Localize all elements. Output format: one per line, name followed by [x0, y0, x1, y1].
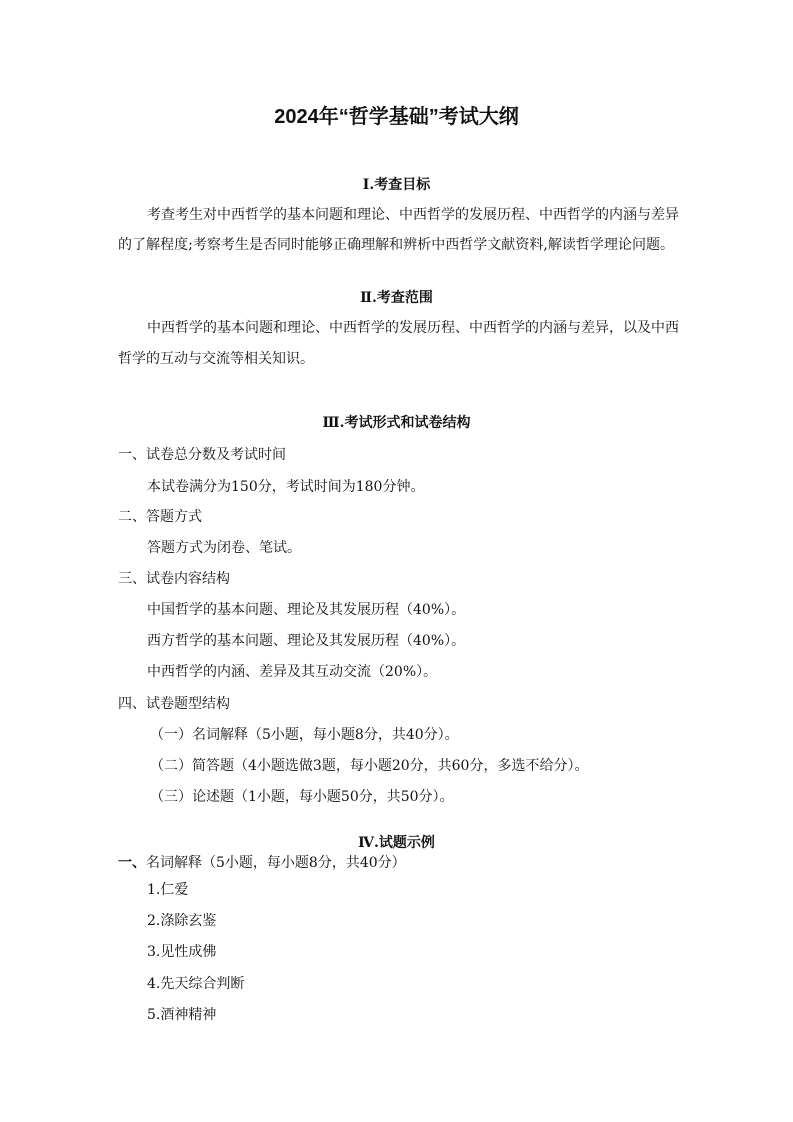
paragraph-line: 的了解程度;考察考生是否同时能够正确理解和辨析中西哲学文献资料,解读哲学理论问题。: [118, 237, 674, 253]
term-item: 1.仁爱: [147, 882, 189, 898]
section-heading-examples: Ⅳ.试题示例: [358, 835, 435, 851]
list-item: 中国哲学的基本问题、理论及其发展历程（40%）。: [147, 602, 466, 618]
list-item: 答题方式为闭卷、笔试。: [147, 540, 301, 556]
subheading-text: 名词解释（5小题，每小题8分，共40分）: [146, 855, 406, 871]
paragraph-line: 中西哲学的基本问题和理论、中西哲学的发展历程、中西哲学的内涵与差异，以及中西: [147, 320, 679, 336]
list-item: （二）简答题（4小题选做3题，每小题20分，共60分，多选不给分）。: [150, 758, 589, 774]
term-item: 3.见性成佛: [147, 944, 217, 960]
list-item: 本试卷满分为150分，考试时间为180分钟。: [147, 479, 425, 495]
section-heading-format: Ⅲ.考试形式和试卷结构: [322, 415, 471, 431]
list-heading: 一、试卷总分数及考试时间: [118, 447, 286, 463]
list-heading: 二、答题方式: [118, 509, 202, 525]
list-item: （一）名词解释（5小题，每小题8分，共40分）。: [150, 727, 459, 743]
list-item: （三）论述题（1小题，每小题50分，共50分）。: [150, 789, 454, 805]
list-heading: 四、试卷题型结构: [118, 696, 230, 712]
example-subheading: [118, 854, 406, 872]
section-heading-objectives: Ⅰ.考查目标: [362, 177, 431, 193]
paragraph-line: 考查考生对中西哲学的基本问题和理论、中西哲学的发展历程、中西哲学的内涵与差异: [147, 207, 679, 223]
paragraph-line: 哲学的互动与交流等相关知识。: [118, 351, 314, 367]
subheading-number: 一、: [118, 855, 146, 871]
list-item: 西方哲学的基本问题、理论及其发展历程（40%）。: [147, 633, 466, 649]
list-item: 中西哲学的内涵、差异及其互动交流（20%）。: [147, 664, 438, 680]
term-item: 5.酒神精神: [147, 1007, 217, 1023]
term-item: 2.涤除玄鉴: [147, 913, 217, 929]
list-heading: 三、试卷内容结构: [118, 571, 230, 587]
term-item: 4.先天综合判断: [147, 976, 245, 992]
document-title: 2024年“哲学基础”考试大纲: [274, 106, 519, 128]
section-heading-scope: Ⅱ.考查范围: [360, 290, 433, 306]
